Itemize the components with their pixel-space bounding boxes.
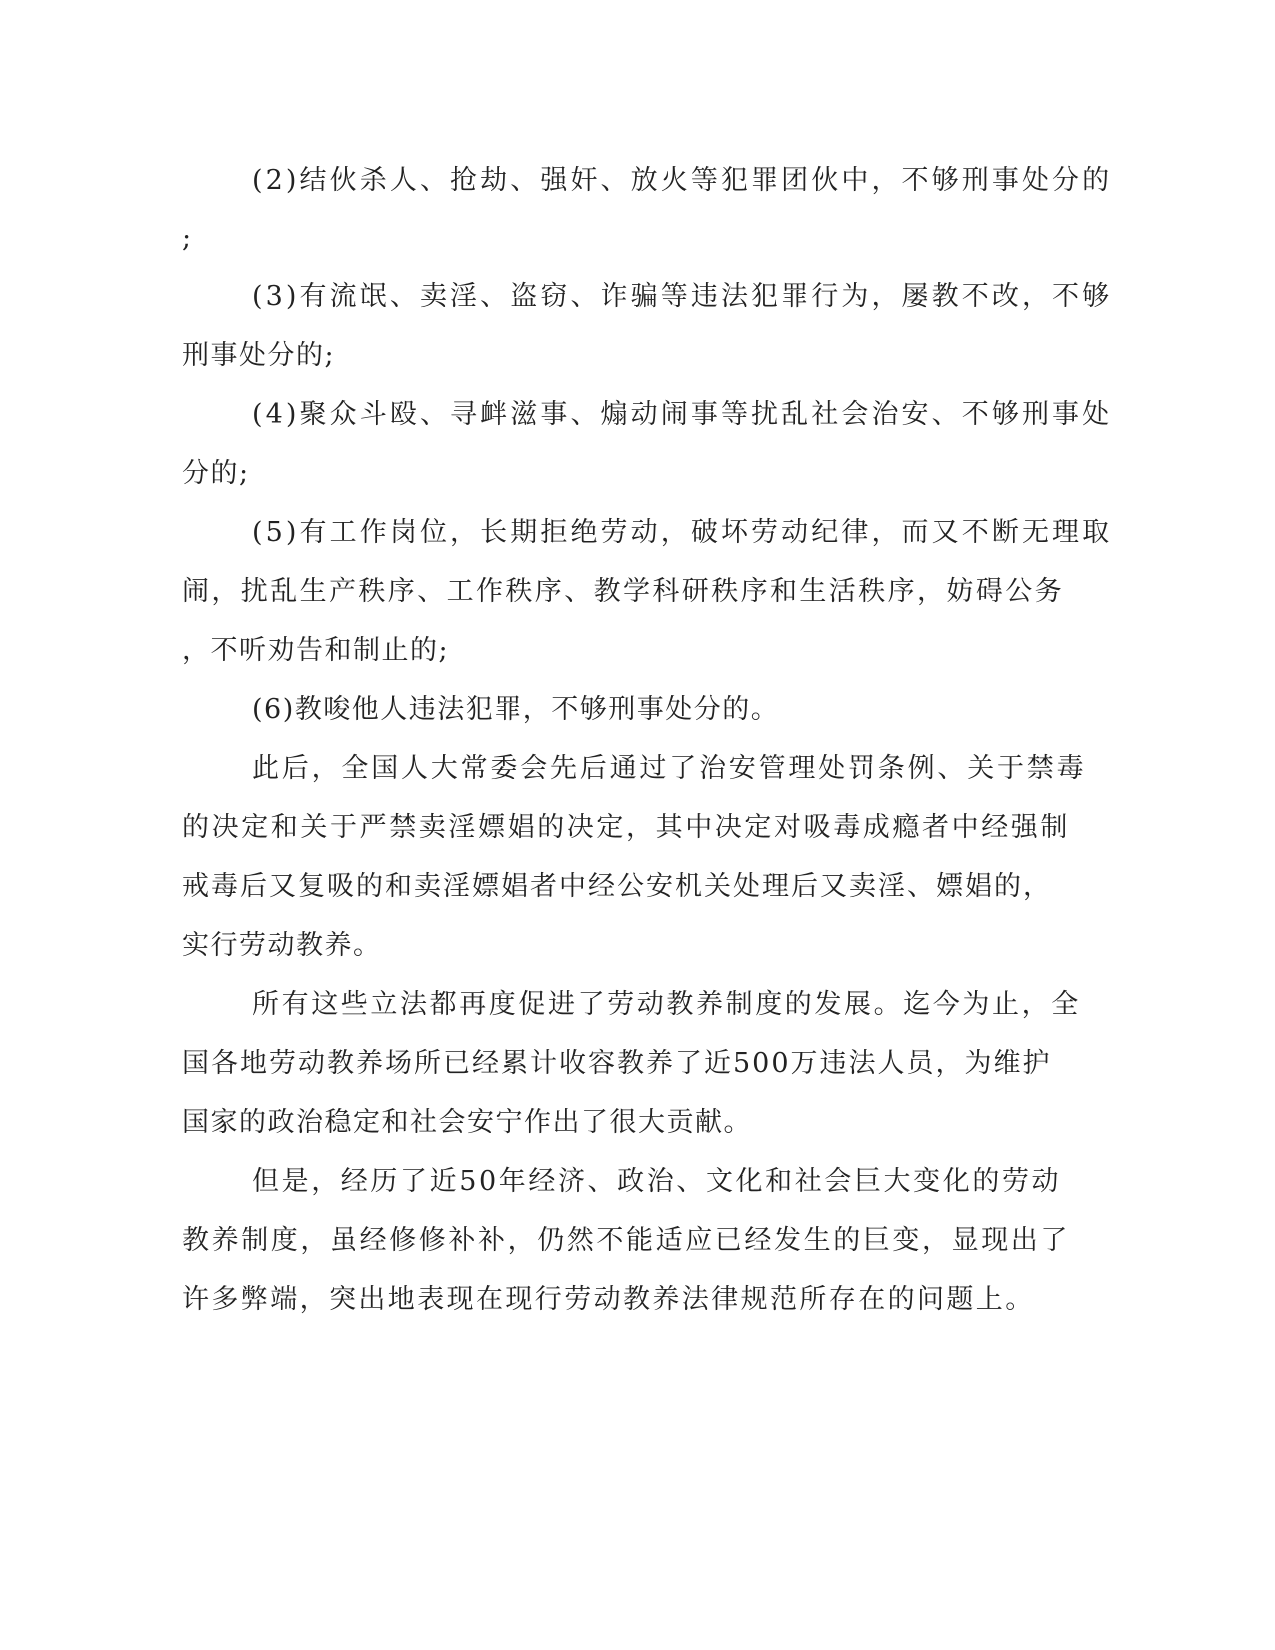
text-line-item-6: (6)教唆他人违法犯罪，不够刑事处分的。 (252, 694, 780, 725)
text-line-para-2: 所有这些立法都再度促进了劳动教养制度的发展。迄今为止，全 (252, 989, 1081, 1020)
text-line-para-1-end: 实行劳动教养。 (182, 930, 382, 961)
text-line-para-2-end: 国家的政治稳定和社会安宁作出了很大贡献。 (182, 1107, 752, 1138)
text-line-para-1: 此后，全国人大常委会先后通过了治安管理处罚条例、关于禁毒 (252, 753, 1087, 784)
text-line-item-3-end: 刑事处分的; (182, 340, 336, 371)
text-line-item-4-end: 分的; (182, 458, 250, 489)
text-line-para-2-cont: 国各地劳动教养场所已经累计收容教养了近500万违法人员，为维护 (182, 1048, 1052, 1079)
text-line-para-3-cont: 教养制度，虽经修修补补，仍然不能适应已经发生的巨变，显现出了 (182, 1225, 1070, 1256)
text-line-para-1-cont: 的决定和关于严禁卖淫嫖娼的决定，其中决定对吸毒成瘾者中经强制 (182, 812, 1070, 843)
text-line-item-3: (3)有流氓、卖淫、盗窃、诈骗等违法犯罪行为，屡教不改，不够 (252, 281, 1113, 312)
text-line-para-3-end: 许多弊端，突出地表现在现行劳动教养法律规范所存在的问题上。 (182, 1284, 1035, 1315)
text-line-para-1-cont: 戒毒后又复吸的和卖淫嫖娼者中经公安机关处理后又卖淫、嫖娼的， (182, 871, 1052, 902)
text-line-para-3: 但是，经历了近50年经济、政治、文化和社会巨大变化的劳动 (252, 1166, 1062, 1197)
text-line-item-5: (5)有工作岗位，长期拒绝劳动，破坏劳动纪律，而又不断无理取 (252, 517, 1113, 548)
text-line-item-4: (4)聚众斗殴、寻衅滋事、煽动闹事等扰乱社会治安、不够刑事处 (252, 399, 1113, 430)
text-line-item-2-end: ; (182, 223, 192, 254)
text-line-item-5-cont: 闹，扰乱生产秩序、工作秩序、教学科研秩序和生活秩序，妨碍公务 (182, 576, 1064, 607)
text-line-item-2: (2)结伙杀人、抢劫、强奸、放火等犯罪团伙中，不够刑事处分的 (252, 165, 1113, 196)
text-line-item-5-end: ，不听劝告和制止的; (182, 635, 450, 666)
